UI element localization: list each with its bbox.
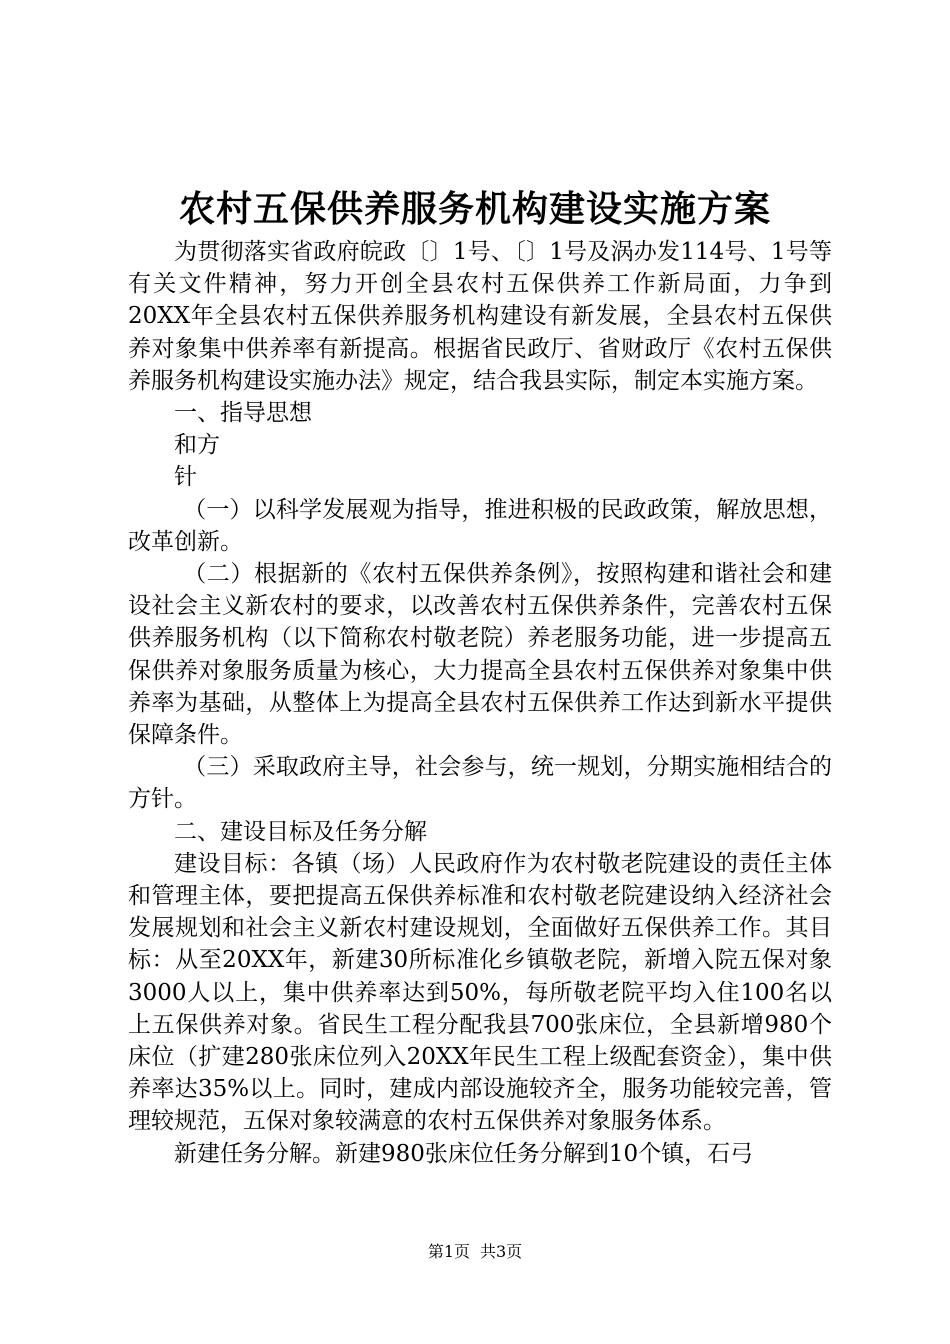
- paragraph-goals: 建设目标：各镇（场）人民政府作为农村敬老院建设的责任主体和管理主体，要把提高五保供养标准和农村敬老院建设纳入经济社会发展规划和社会主义新农村建设规划，全面做好五保供养工作。其目标：从至20XX年，新建30所标准化乡镇敬老院，新增入院五保对象3000人以上，集中供养率达到50%，每所敬老院平均入住100名以上五保供养对象。省民生工程分配我县700张床位，全县新增980个床位（扩建280张床位列入20XX年民生工程上级配套资金），集中供养率达35%以上。同时，建成内部设施较齐全，服务功能较完善，管理较规范，五保对象较满意的农村五保供养对象服务体系。: [128, 850, 832, 1135]
- paragraph-intro: 为贯彻落实省政府皖政〔〕1号、〔〕1号及涡办发114号、1号等有关文件精神，努力开创全县农村五保供养工作新局面，力争到20XX年全县农村五保供养服务机构建设有新发展，全县农村五保供养对象集中供养率有新提高。根据省民政厅、省财政厅《农村五保供养服务机构建设实施办法》规定，结合我县实际，制定本实施方案。: [128, 239, 832, 394]
- document-title: 农村五保供养服务机构建设实施方案: [178, 188, 771, 230]
- heading-guiding-ideology: 一、指导思想: [174, 400, 312, 427]
- paragraph-item-2: （二）根据新的《农村五保供养条例》，按照构建和谐社会和建设社会主义新农村的要求，以改善农村五保供养条件，完善农村五保供养服务机构（以下简称农村敬老院）养老服务功能，进一步提高五保供养对象服务质量为核心，大力提高全县农村五保供养对象集中供养率为基础，从整体上为提高全县农村五保供养工作达到新水平提供保障条件。: [128, 561, 832, 749]
- paragraph-fragment: 针: [174, 464, 197, 491]
- page-footer: [0, 1241, 950, 1263]
- heading-goals-tasks: 二、建设目标及任务分解: [174, 818, 427, 845]
- page-number: 第1页: [427, 1242, 470, 1261]
- page-total: 共3页: [480, 1242, 523, 1261]
- paragraph-fragment: 和方: [174, 432, 220, 459]
- document-body: [128, 236, 832, 1170]
- paragraph-task-breakdown: 新建任务分解。新建980张床位任务分解到10个镇，石弓: [174, 1140, 754, 1167]
- paragraph-item-3: （三）采取政府主导，社会参与，统一规划，分期实施相结合的方针。: [128, 754, 832, 813]
- paragraph-item-1: （一）以科学发展观为指导，推进积极的民政政策，解放思想，改革创新。: [128, 496, 832, 555]
